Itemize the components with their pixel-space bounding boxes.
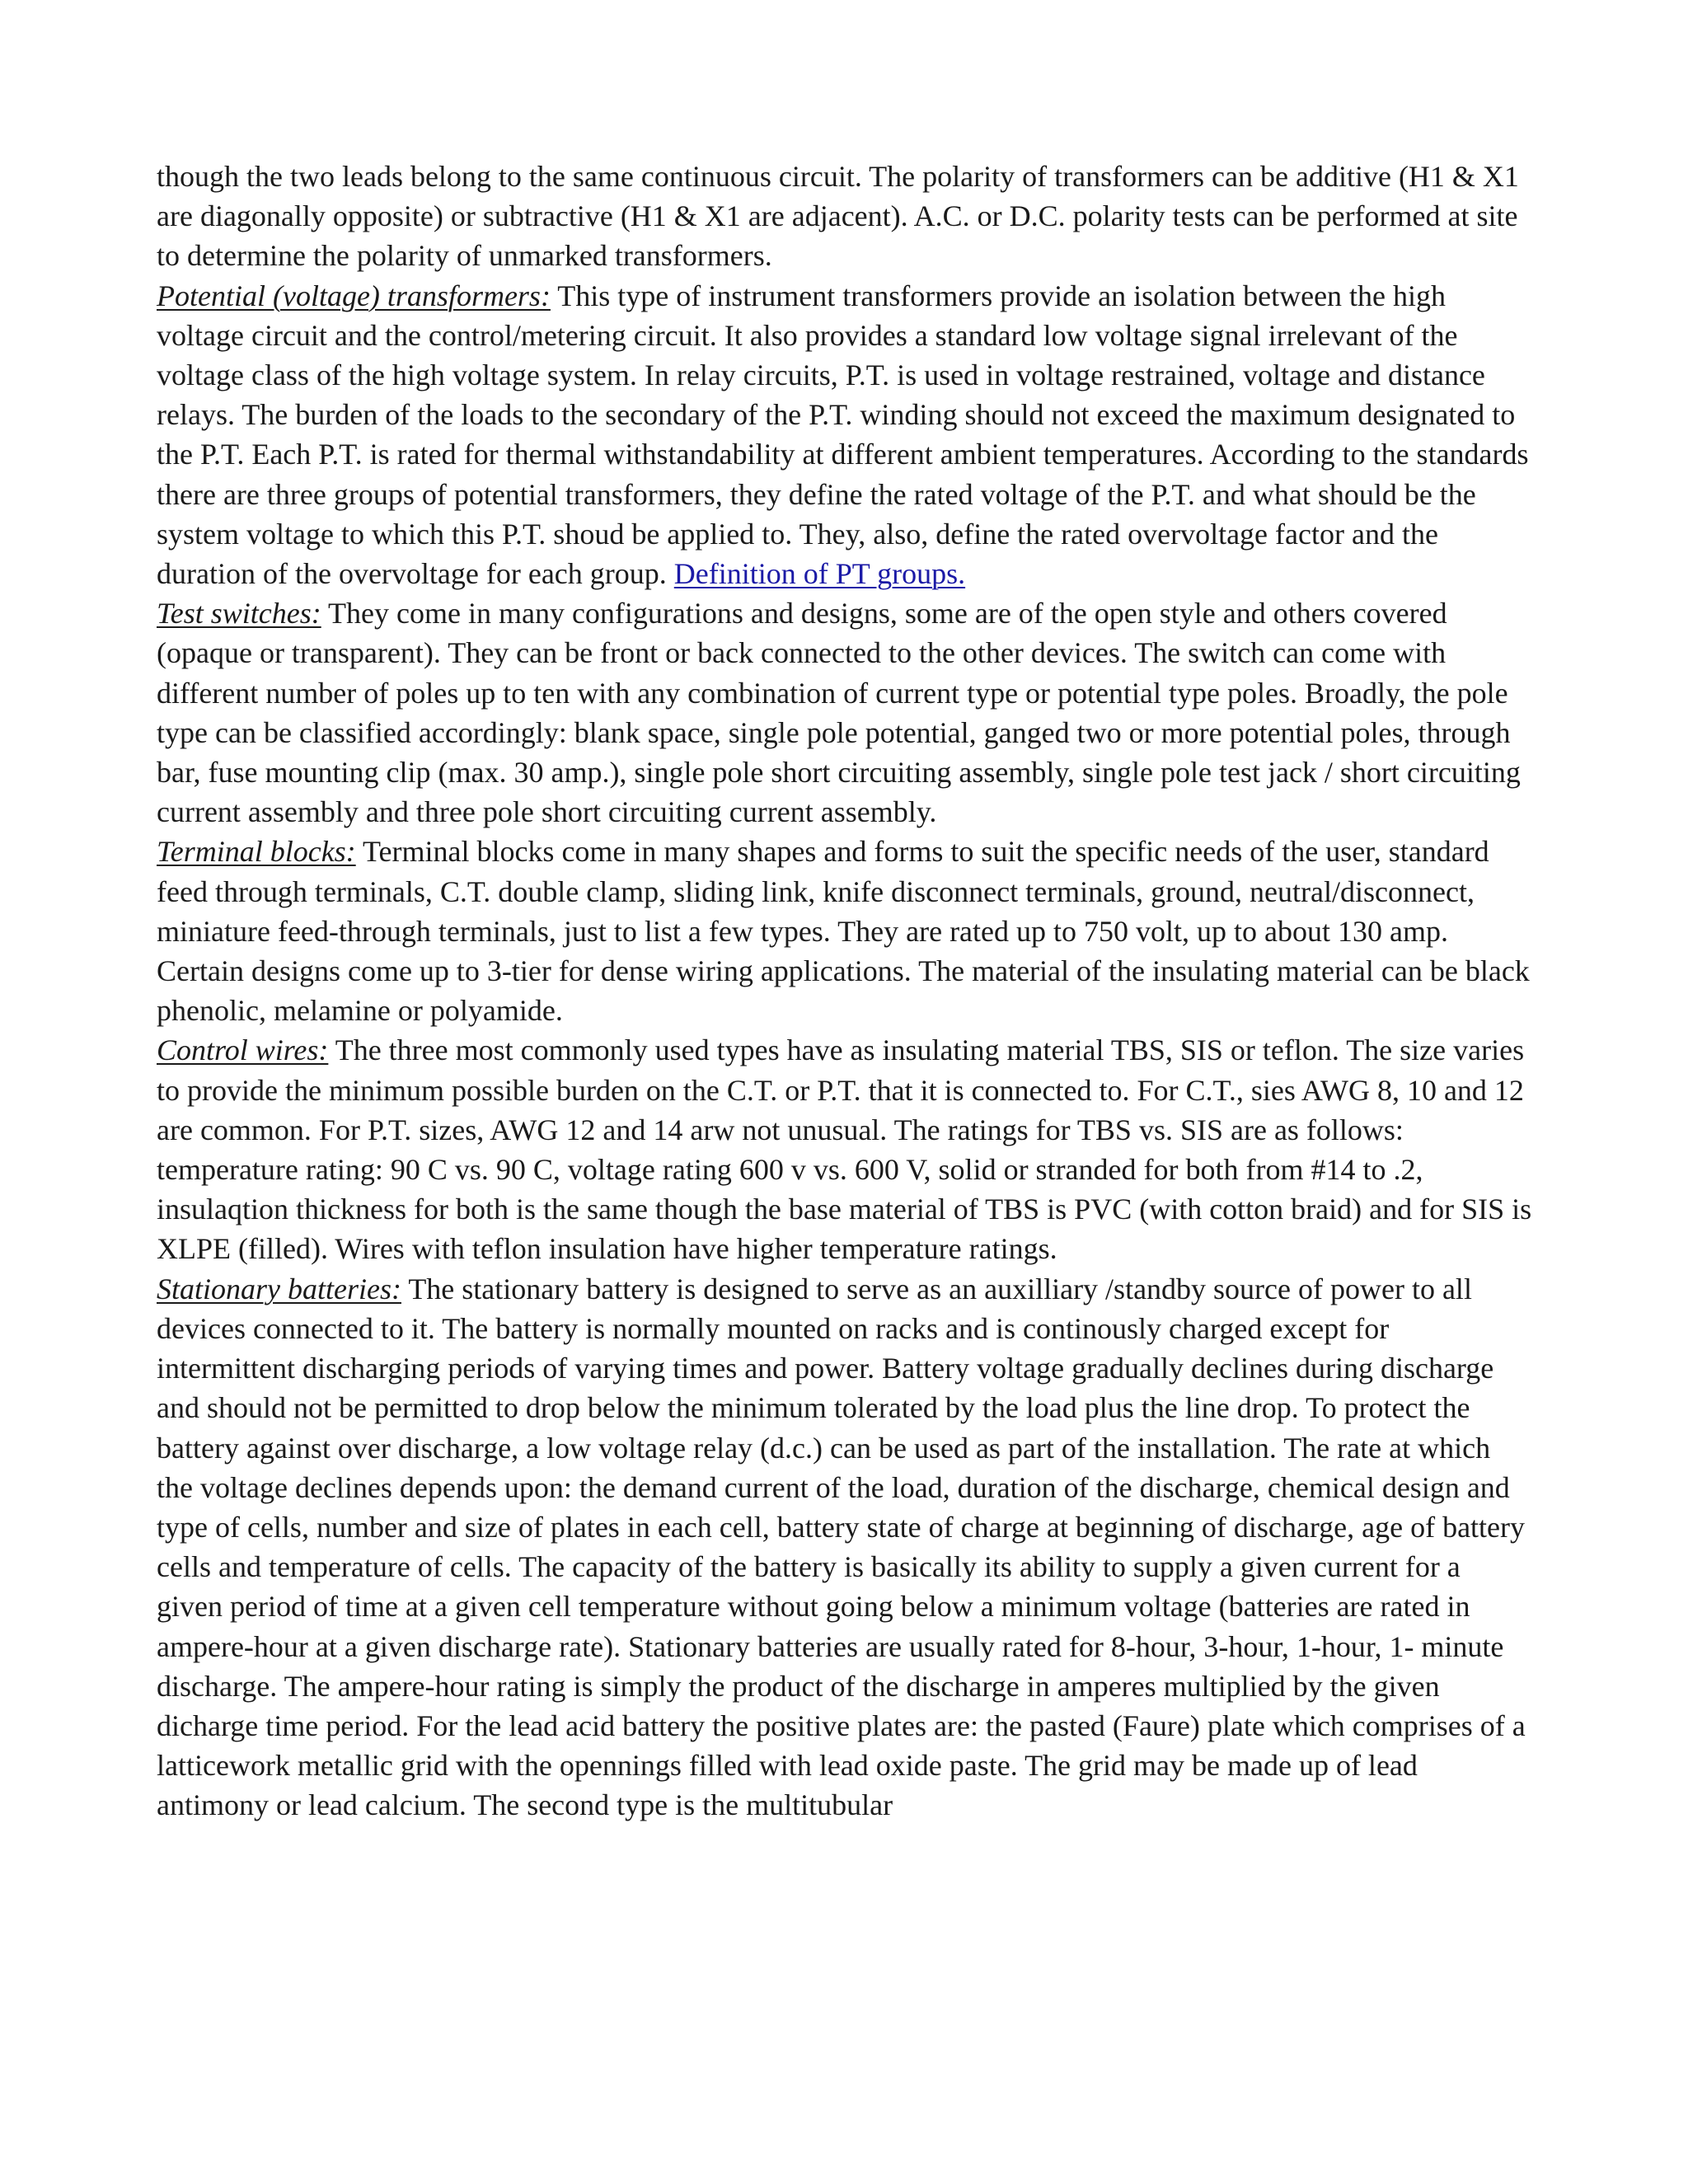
intro-paragraph <box>157 157 1533 276</box>
test-switches-heading: Test switches: <box>157 597 321 630</box>
pt-groups-link[interactable]: Definition of PT groups. <box>673 557 966 591</box>
control-wires-text: The three most commonly used types have as insulating material TBS, SIS or teflon. The size varies to provide the minimum possible burden on the C.T. or P.T. that it is connected to. For C.T., sies AWG 8, 10 and 12 are common. For P.T. sizes, AWG 12 and 14 arw not unusual. The ratings for TBS vs. SIS are as follows: temperature rating: 90 C vs. 90 C, voltage rating 600 v vs. 600 V, solid or stranded for both from #14 to .2, insulaqtion thickness for both is the same though the base material of TBS is PVC (with cotton braid) and for SIS is XLPE (filled). Wires with teflon insulation have higher temperature ratings. <box>157 1033 1532 1266</box>
potential-transformers-heading: Potential (voltage) transformers: <box>157 279 551 312</box>
control-wires-paragraph <box>157 1030 1533 1268</box>
terminal-blocks-paragraph <box>157 832 1533 1030</box>
terminal-blocks-text: Terminal blocks come in many shapes and forms to suit the specific needs of the user, standard feed through terminals, C.T. double clamp, sliding link, knife disconnect terminals, ground, neutral/disconnect, miniature feed-through terminals, just to list a few types. They are rated up to 750 volt, up to about 130 amp. Certain designs come up to 3-tier for dense wiring applications. The material of the insulating material can be black phenolic, melamine or polyamide. <box>157 835 1530 1028</box>
potential-transformers-text: This type of instrument transformers provide an isolation between the high voltage circuit and the control/metering circuit. It also provides a standard low voltage signal irrelevant of the voltage class of the high voltage system. In relay circuits, P.T. is used in voltage restrained, voltage and distance relays. The burden of the loads to the secondary of the P.T. winding should not exceed the maximum designated to the P.T. Each P.T. is rated for thermal withstandability at different ambient temperatures. According to the standards there are three groups of potential transformers, they define the rated voltage of the P.T. and what should be the system voltage to which this P.T. shoud be applied to. They, also, define the rated overvoltage factor and the duration of the overvoltage for each group. <box>157 279 1529 591</box>
stationary-batteries-paragraph <box>157 1269 1533 1825</box>
document-page <box>157 157 1533 1825</box>
stationary-batteries-text: The stationary battery is designed to serve as an auxilliary /standby source of power to all devices connected to it. The battery is normally mounted on racks and is continously charged except for intermittent discharging periods of varying times and power. Battery voltage gradually declines during discharge and should not be permitted to drop below the minimum tolerated by the load plus the line drop. To protect the battery against over discharge, a low voltage relay (d.c.) can be used as part of the installation. The rate at which the voltage declines depends upon: the demand current of the load, duration of the discharge, chemical design and type of cells, number and size of plates in each cell, battery state of charge at beginning of discharge, age of battery cells and temperature of cells. The capacity of the battery is basically its ability to supply a given current for a given period of time at a given cell temperature without going below a minimum voltage (batteries are rated in ampere-hour at a given discharge rate). Stationary batteries are usually rated for 8-hour, 3-hour, 1-hour, 1- minute discharge. The ampere-hour rating is simply the product of the discharge in amperes multiplied by the given dicharge time period. For the lead acid battery the positive plates are: the pasted (Faure) plate which comprises of a latticework metallic grid with the opennings filled with lead oxide paste. The grid may be made up of lead antimony or lead calcium. The second type is the multitubular <box>157 1272 1526 1822</box>
test-switches-text: They come in many configurations and designs, some are of the open style and others covered (opaque or transparent). They can be front or back connected to the other devices. The switch can come with different number of poles up to ten with any combination of current type or potential type poles. Broadly, the pole type can be classified accordingly: blank space, single pole potential, ganged two or more potential poles, through bar, fuse mounting clip (max. 30 amp.), single pole short circuiting assembly, single pole test jack / short circuiting current assembly and three pole short circuiting current assembly. <box>157 597 1521 829</box>
control-wires-heading: Control wires: <box>157 1033 329 1067</box>
test-switches-paragraph <box>157 593 1533 832</box>
terminal-blocks-heading: Terminal blocks: <box>157 835 356 869</box>
stationary-batteries-heading: Stationary batteries: <box>157 1272 401 1305</box>
intro-text: though the two leads belong to the same continuous circuit. The polarity of transformers can be additive (H1 & X1 are diagonally opposite) or subtractive (H1 & X1 are adjacent). A.C. or D.C. polarity tests can be performed at site to determine the polarity of unmarked transformers. <box>157 160 1519 273</box>
potential-transformers-paragraph <box>157 276 1533 594</box>
